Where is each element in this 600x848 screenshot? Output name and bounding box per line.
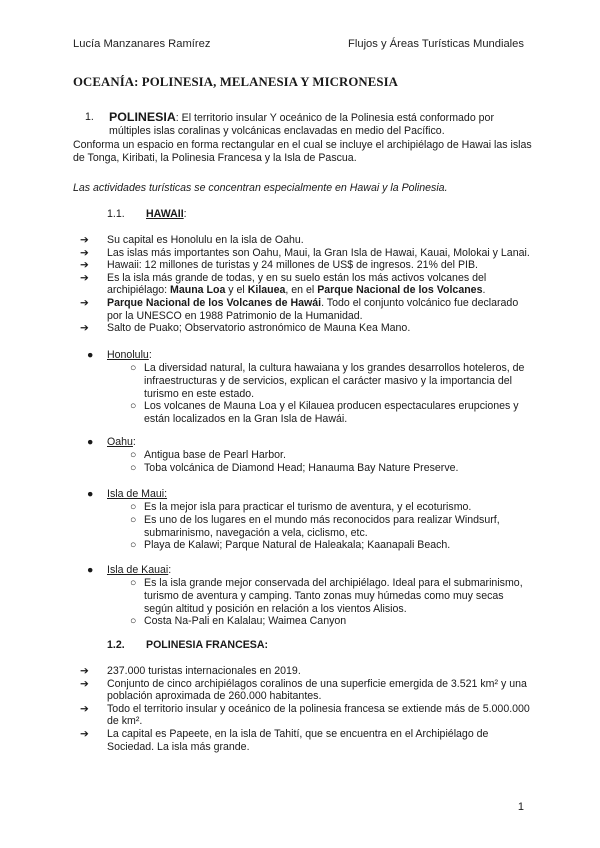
island-name: Honolulu xyxy=(107,349,149,361)
item-text: Es uno de los lugares en el mundo más reconocidos para realizar Windsurf, submarinismo, navegación a vela, ciclismo, etc. xyxy=(144,513,500,539)
item-text: Costa Na-Pali en Kalalau; Waimea Canyon xyxy=(144,615,347,628)
section-paragraph: Conforma un espacio en forma rectangular en el cual se incluye el archipiélago de Hawai las islas de Tonga, Kiribati, la Polinesia Francesa y la Isla de Pascua. xyxy=(73,139,532,165)
island-name: Isla de Kauai xyxy=(107,564,169,576)
point-text: Las islas más importantes son Oahu, Maui, la Gran Isla de Hawai, Kauai, Molokai y Lanai. xyxy=(107,246,530,259)
hawaii-points xyxy=(80,234,535,335)
arrow-icon: ➔ xyxy=(80,259,89,272)
circle-bullet-icon: ○ xyxy=(130,461,137,474)
header-course: Flujos y Áreas Turísticas Mundiales xyxy=(348,38,524,50)
item-text: Es la mejor isla para practicar el turismo de aventura, y el ecoturismo. xyxy=(144,501,472,513)
island-heading xyxy=(87,436,535,449)
arrow-icon: ➔ xyxy=(80,702,89,715)
island-colon: : xyxy=(132,436,136,448)
list-item xyxy=(80,728,535,753)
list-item xyxy=(87,615,535,628)
item-text: Antigua base de Pearl Harbor. xyxy=(144,449,286,461)
island-colon: : xyxy=(148,349,152,361)
polinesia-francesa-points xyxy=(80,665,535,753)
page-title: OCEANÍA: POLINESIA, MELANESIA Y MICRONESIA xyxy=(73,75,398,89)
item-text: Es la isla grande mejor conservada del archipiélago. Ideal para el submarinismo, turismo de aventura y camping. Tanto zonas muy húmedas como muy secas según altitud y posición en relación a los vientos Alisios. xyxy=(144,577,523,615)
circle-bullet-icon: ○ xyxy=(130,362,137,374)
item-text: Toba volcánica de Diamond Head; Hanauma Bay Nature Preserve. xyxy=(144,461,459,474)
bullet-icon: ● xyxy=(87,488,94,500)
island-heading xyxy=(87,488,535,501)
subsection-polinesia-francesa-title xyxy=(107,639,268,651)
island-section-honolulu xyxy=(87,349,535,426)
section-intro-text xyxy=(109,111,535,139)
point-text: Es la isla más grande de todas, y en su suelo están los más activos volcanes del archipiélago: xyxy=(107,271,487,297)
island-heading xyxy=(87,349,535,362)
list-item xyxy=(80,703,535,728)
point-bold: Parque Nacional de los Volcanes xyxy=(317,284,483,297)
point-text: Hawaii: 12 millones de turistas y 24 millones de US$ de ingresos. 21% del PIB. xyxy=(107,259,478,272)
section-heading: POLINESIA xyxy=(109,110,176,124)
point-text: , en el xyxy=(285,284,318,297)
circle-bullet-icon: ○ xyxy=(130,449,137,461)
point-text: 237.000 turistas internacionales en 2019. xyxy=(107,665,301,677)
point-bold: Parque Nacional de los Volcanes de Hawái xyxy=(107,296,322,309)
italic-note: Las actividades turísticas se concentran especialmente en Hawai y la Polinesia. xyxy=(73,182,448,194)
section-number: 1. xyxy=(85,111,94,123)
point-text: Su capital es Honolulu en la isla de Oahu. xyxy=(107,234,304,246)
list-item xyxy=(87,362,535,400)
subsection-number: 1.2. xyxy=(107,639,125,651)
item-text: Playa de Kalawi; Parque Natural de Haleakala; Kaanapali Beach. xyxy=(144,539,451,552)
list-item xyxy=(87,577,535,615)
arrow-icon: ➔ xyxy=(80,246,89,259)
point-text: Conjunto de cinco archipiélagos coralinos de una superficie emergida de 3.521 km² y una población aproximada de 260.000 habitantes. xyxy=(107,677,527,703)
subsection-hawaii-title xyxy=(107,208,187,220)
bullet-icon: ● xyxy=(87,436,94,448)
list-item xyxy=(87,449,535,462)
point-text: La capital es Papeete, en la isla de Tahití, que se encuentra en el Archipiélago de Sociedad. La isla más grande. xyxy=(107,727,489,753)
list-item xyxy=(80,272,535,297)
island-section-maui xyxy=(87,488,535,552)
list-item xyxy=(87,514,535,540)
list-item xyxy=(80,678,535,703)
list-item xyxy=(87,539,535,552)
island-section-kauai xyxy=(87,564,535,628)
subsection-heading: POLINESIA FRANCESA: xyxy=(146,639,269,651)
list-item xyxy=(87,400,535,426)
list-item xyxy=(80,322,535,335)
arrow-icon: ➔ xyxy=(80,271,89,284)
list-item xyxy=(80,259,535,272)
section-intro-rest: : El territorio insular Y oceánico de la Polinesia está conformado por múltiples islas coralinas y volcánicas enclavadas en medio del Pacífico. xyxy=(109,112,494,138)
island-section-oahu xyxy=(87,436,535,475)
arrow-icon: ➔ xyxy=(80,677,89,690)
circle-bullet-icon: ○ xyxy=(130,513,137,526)
list-item xyxy=(80,665,535,678)
island-name: Oahu xyxy=(107,436,133,448)
circle-bullet-icon: ○ xyxy=(130,577,137,589)
arrow-icon: ➔ xyxy=(80,727,89,740)
arrow-icon: ➔ xyxy=(80,234,89,246)
list-item xyxy=(80,234,535,247)
subsection-number: 1.1. xyxy=(107,208,125,220)
point-text: y el xyxy=(225,284,248,297)
page-number: 1 xyxy=(517,801,524,813)
section-polinesia-intro xyxy=(73,111,535,139)
point-text: Todo el territorio insular y oceánico de la polinesia francesa se extiende más de 5.000.000 de km². xyxy=(107,702,530,728)
island-colon: : xyxy=(168,564,172,576)
point-text: . Todo el conjunto volcánico fue declarado por la UNESCO en 1988 Patrimonio de la Humanidad. xyxy=(107,296,519,322)
list-item xyxy=(87,501,535,514)
circle-bullet-icon: ○ xyxy=(130,400,137,413)
island-name: Isla de Maui: xyxy=(107,488,168,500)
circle-bullet-icon: ○ xyxy=(130,539,137,552)
circle-bullet-icon: ○ xyxy=(130,615,137,628)
list-item xyxy=(87,462,535,475)
arrow-icon: ➔ xyxy=(80,296,89,309)
list-item xyxy=(80,247,535,260)
arrow-icon: ➔ xyxy=(80,665,89,677)
point-bold: Kilauea xyxy=(247,284,286,297)
point-text: . xyxy=(482,284,486,297)
header-author: Lucía Manzanares Ramírez xyxy=(73,38,211,50)
subsection-heading: HAWAII xyxy=(146,208,184,220)
item-text: La diversidad natural, la cultura hawaiana y los grandes desarrollos hoteleros, de infraestructuras y de servicios, explican el carácter masivo y la importancia del turismo en este estado. xyxy=(144,362,525,400)
island-heading xyxy=(87,564,535,577)
point-text: Salto de Puako; Observatorio astronómico de Mauna Kea Mano. xyxy=(107,322,411,335)
item-text: Los volcanes de Mauna Loa y el Kilauea producen espectaculares erupciones y están localizados en la Gran Isla de Hawái. xyxy=(144,400,519,426)
bullet-icon: ● xyxy=(87,564,94,576)
subsection-colon: : xyxy=(183,208,187,220)
point-bold: Mauna Loa xyxy=(170,284,226,297)
list-item xyxy=(80,297,535,322)
circle-bullet-icon: ○ xyxy=(130,501,137,513)
bullet-icon: ● xyxy=(87,349,94,361)
arrow-icon: ➔ xyxy=(80,322,89,335)
